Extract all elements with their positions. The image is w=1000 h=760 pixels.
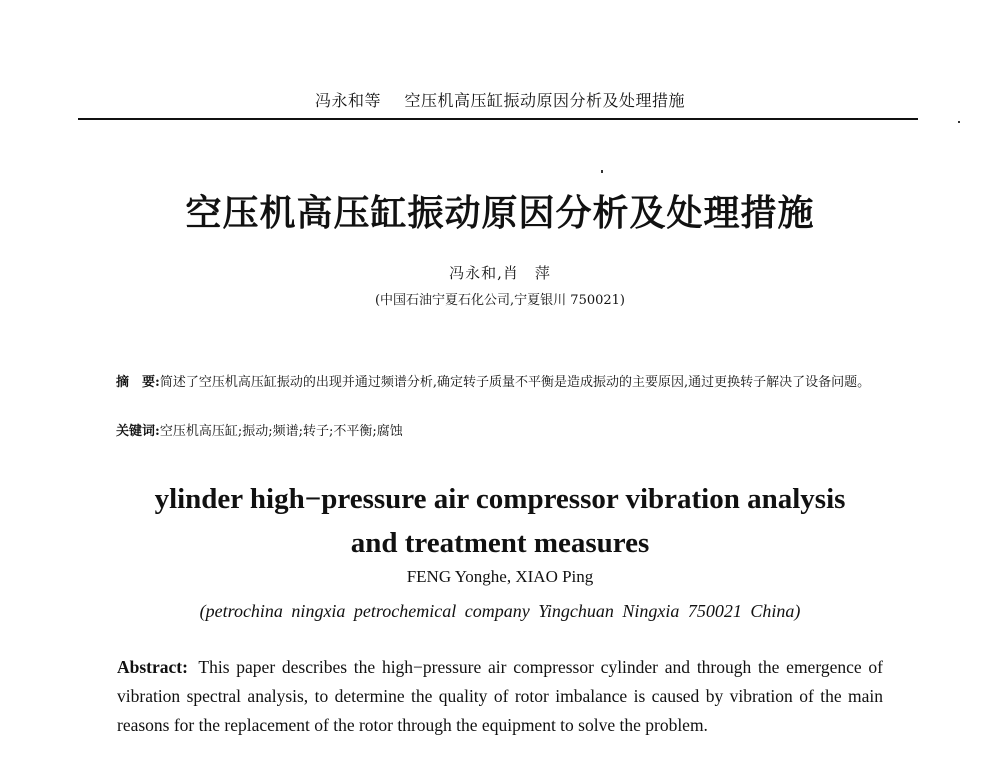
affiliation-zh: (中国石油宁夏石化公司,宁夏银川 750021) bbox=[374, 293, 626, 308]
abstract-zh-text: 简述了空压机高压缸振动的出现并通过频谱分析,确定转子质量不平衡是造成振动的主要原因,通过更换转子解决了设备问题。 bbox=[159, 375, 871, 390]
abstract-en-text: This paper describes the high−pressure air compressor cylinder and through the emergence of vibration spectral analysis, to determine the quality of rotor imbalance is caused by vibration of the main reasons for the replacement of the rotor through the equipment to solve the problem. bbox=[117, 657, 883, 735]
running-header-authors: 冯永和等 bbox=[314, 91, 381, 110]
scan-speck bbox=[601, 170, 603, 173]
paper-title-en bbox=[0, 477, 1000, 565]
scan-speck bbox=[958, 121, 960, 123]
keywords-zh-label: 关键词: bbox=[116, 424, 160, 439]
keywords-zh-text: 空压机高压缸;振动;频谱;转子;不平衡;腐蚀 bbox=[159, 424, 403, 439]
paper-title-en-line2: and treatment measures bbox=[350, 527, 650, 559]
authors-en: FENG Yonghe, XIAO Ping bbox=[406, 567, 594, 586]
affiliation-en: (petrochina ningxia petrochemical company Yingchuan Ningxia 750021 China) bbox=[199, 601, 801, 621]
keywords-zh bbox=[116, 420, 886, 444]
running-header bbox=[0, 88, 1000, 111]
authors-zh: 冯永和,肖 萍 bbox=[449, 264, 551, 282]
paper-title-en-line1: ylinder high−pressure air compressor vibration analysis bbox=[154, 483, 846, 515]
abstract-zh bbox=[116, 371, 886, 395]
abstract-en bbox=[117, 653, 883, 740]
abstract-zh-label: 摘 要: bbox=[116, 375, 160, 390]
running-header-title: 空压机高压缸振动原因分析及处理措施 bbox=[404, 91, 686, 110]
header-rule bbox=[78, 118, 918, 120]
paper-title-zh: 空压机高压缸振动原因分析及处理措施 bbox=[185, 192, 815, 234]
abstract-en-label: Abstract: bbox=[117, 657, 188, 677]
